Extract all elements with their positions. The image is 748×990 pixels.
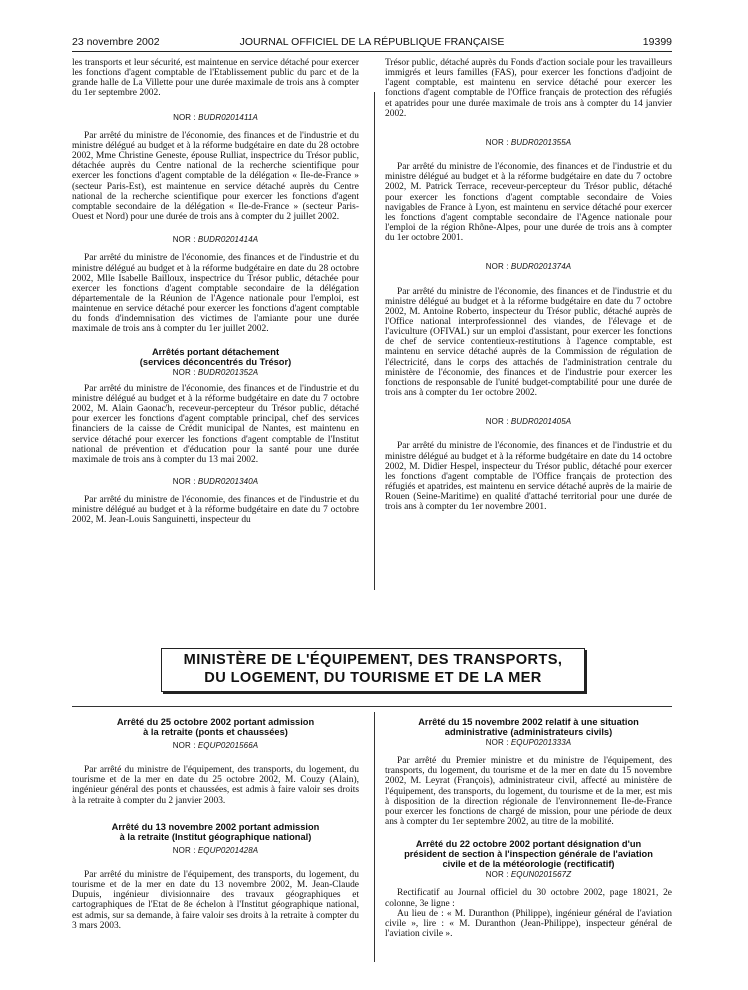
header-page-number: 19399 — [642, 36, 672, 48]
decree-subtitle: administrative (administrateurs civils) — [444, 727, 613, 737]
paragraph: Par arrêté du Premier ministre et du ministre de l'équipement, des transports, du logement, du tourisme et de la mer en date du 15 novembre 2002, M. Leyrat (François), administrateur civil, affecté au ministère de l'équipement, des transports, du logement, du tourisme et de la mer, est mis à disposition de la direction régionale de l'environnement Ile-de-France pour exercer les fonctions de chargé de mission, pour une période de deux ans à compter du 1er septembre 2002, au titre de la mobilité. — [385, 756, 672, 828]
decree-title: Arrêté du 13 novembre 2002 portant admission — [111, 821, 320, 832]
nor-code: BUDR0201374A — [510, 262, 572, 272]
paragraph: Trésor public, détaché auprès du Fonds d'action sociale pour les travailleurs immigrés et leurs familles (FAS), pour exercer les fonctions d'adjoint de l'agent comptable, est maintenu en service détaché pour exercer les fonctions d'agent comptable de l'Office français de protection des réfugiés et apatrides pour une durée maximale de trois ans à compter du 14 janvier 2002. — [385, 58, 672, 119]
paragraph: Par arrêté du ministre de l'économie, des finances et de l'industrie et du ministre délégué au budget et à la réforme budgétaire en date du 28 octobre 2002, Mlle Isabelle Bailloux, inspectrice du Trésor public, détachée pour exercer les fonctions d'agent comptable secondaire de la délégation départementale de la Réunion de l'Agence nationale pour l'emploi, est maintenue en service détaché pour exercer les fonctions d'agent comptable du fonds d'indemnisation des victimes de l'amiante pour une durée maximale de trois ans à compter du 1er juillet 2002. — [72, 253, 359, 335]
nor-code: BUDR0201414A — [197, 235, 259, 245]
section-rule — [72, 706, 672, 707]
nor-reference: NOR : BUDR0201405A — [485, 417, 572, 427]
paragraph: Par arrêté du ministre de l'équipement, des transports, du logement, du tourisme et de la mer en date du 25 octobre 2002, M. Couzy (Alain), ingénieur général des ponts et chaussées, est admis à faire valoir ses droits à la retraite à compter du 2 janvier 2003. — [72, 765, 359, 806]
nor-reference: NOR : BUDR0201374A — [485, 262, 572, 272]
paragraph: Par arrêté du ministre de l'économie, des finances et de l'industrie et du ministre délégué au budget et à la réforme budgétaire en date du 7 octobre 2002, M. Antoine Roberto, inspecteur du Trésor public, détaché auprès de l'Office national interprofessionnel des viandes, de l'élevage et de l'aviculture (OFIVAL) sur un emploi d'assistant, pour exercer les fonctions de chef de service contentieux-restitutions à l'agence comptable, est maintenu en service détaché auprès de la Commission de régulation de l'électricité, dans le corps des attachés de l'administration centrale du ministère de l'économie, des finances et de l'industrie pour exercer les fonctions de responsable de l'unité budget-comptabilité pour une durée de trois ans à compter du 1er octobre 2002. — [385, 286, 672, 399]
section-subtitle: (services déconcentrés du Trésor) — [139, 356, 292, 367]
page-header — [72, 36, 672, 52]
paragraph: Par arrêté du ministre de l'économie, des finances et de l'industrie et du ministre délégué au budget et à la réforme budgétaire en date du 7 octobre 2002, M. Alain Gaonac'h, receveur-percepteur du Trésor public, détaché pour exercer les fonctions d'agent comptable principal, chef des services financiers de la caisse de Crédit municipal de Nantes, est maintenu en service détaché pour exercer les fonctions d'agent comptable de l'Institut national de prévention et d'éducation pour la santé pour une durée maximale de trois ans à compter du 13 mai 2002. — [72, 383, 359, 465]
header-journal-title: JOURNAL OFFICIEL DE LA RÉPUBLIQUE FRANÇAISE — [239, 36, 505, 48]
nor-code: EQUP0201428A — [197, 845, 259, 855]
paragraph: Par arrêté du ministre de l'économie, des finances et de l'industrie et du ministre délégué au budget et à la réforme budgétaire en date du 28 octobre 2002, Mme Christine Geneste, épouse Rulliat, inspectrice du Trésor public, détachée auprès du Centre national de la recherche scientifique pour exercer les fonctions d'agent comptable de la délégation « Ile-de-France » (secteur Paris-Est), est maintenue en service détaché auprès du Centre national de la recherche scientifique pour exercer les fonctions d'agent comptable secondaire de la délégation « Ile-de-France » (secteur Paris-Ouest et Nord) pour une durée de trois ans à compter du 2 juillet 2002. — [72, 130, 359, 223]
column-divider — [374, 92, 375, 590]
decree-title: Arrêté du 22 octobre 2002 portant désignation d'un — [415, 839, 642, 850]
header-date: 23 novembre 2002 — [72, 36, 160, 48]
paragraph: Par arrêté du ministre de l'économie, des finances et de l'industrie et du ministre délégué au budget et à la réforme budgétaire en date du 7 octobre 2002, M. Jean-Louis Sanguinetti, inspecteur du — [72, 495, 359, 526]
nor-reference: NOR : EQUP0201566A — [172, 741, 259, 750]
nor-code: BUDR0201411A — [198, 112, 258, 122]
decree-title: président de section à l'inspection générale de l'aviation — [404, 849, 653, 860]
bottom-left-column — [72, 717, 359, 931]
nor-code: EQUN0201567Z — [510, 870, 572, 880]
paragraph: Rectificatif au Journal officiel du 30 octobre 2002, page 18021, 2e colonne, 3e ligne : — [385, 888, 672, 909]
decree-subtitle: civile et de la météorologie (rectificatif) — [442, 859, 615, 870]
top-right-column — [385, 58, 672, 512]
decree-subtitle: à la retraite (ponts et chaussées) — [143, 727, 288, 737]
nor-code: EQUP0201333A — [510, 738, 572, 747]
decree-title: Arrêté du 15 novembre 2002 relatif à une situation — [418, 717, 639, 727]
column-divider — [374, 712, 375, 962]
paragraph: Par arrêté du ministre de l'économie, des finances et de l'industrie et du ministre délégué au budget et à la réforme budgétaire en date du 7 octobre 2002, M. Patrick Terrace, receveur-percepteur du Trésor public, détaché pour exercer les fonctions d'agent comptable secondaire de Voies navigables de France à Lyon, est maintenu en service détaché pour exercer les fonctions d'agent comptable secondaire de l'Agence nationale pour l'emploi de la région Rhône-Alpes, pour une durée de trois ans à compter du 1er octobre 2001. — [385, 162, 672, 244]
nor-reference: NOR : BUDR0201411A — [173, 112, 258, 122]
ministry-banner-line-1: MINISTÈRE DE L'ÉQUIPEMENT, DES TRANSPORTS, — [183, 652, 563, 668]
nor-code: BUDR0201340A — [197, 477, 259, 486]
nor-reference: NOR : BUDR0201414A — [172, 235, 259, 245]
nor-reference: NOR : EQUP0201428A — [172, 845, 259, 855]
header-rule — [72, 51, 672, 52]
paragraph: les transports et leur sécurité, est maintenue en service détaché pour exercer les fonctions d'agent comptable de l'Etablissement public du parc et de la grande halle de La Villette pour une durée maximale de trois ans à compter du 1er septembre 2002. — [72, 58, 359, 99]
nor-reference: NOR : EQUP0201333A — [485, 738, 572, 747]
paragraph: Par arrêté du ministre de l'équipement, des transports, du logement, du tourisme et de la mer en date du 13 novembre 2002, M. Jean-Claude Dupuis, ingénieur divisionnaire des travaux géographiques et cartographiques de l'Etat de 8e échelon à l'Institut géographique national, est admis, sur sa demande, à faire valoir ses droits à la retraite à compter du 3 mars 2003. — [72, 869, 359, 931]
ministry-banner — [161, 648, 585, 692]
paragraph: Au lieu de : « M. Duranthon (Philippe), ingénieur général de l'aviation civile », lire : « M. Duranthon (Jean-Philippe), inspecteur général de l'aviation civile ». — [385, 908, 672, 940]
decree-subtitle: à la retraite (Institut géographique national) — [119, 831, 312, 842]
nor-reference: NOR : BUDR0201352A — [172, 367, 259, 377]
paragraph: Par arrêté du ministre de l'économie, des finances et de l'industrie et du ministre délégué au budget et à la réforme budgétaire en date du 14 octobre 2002, M. Didier Hespel, inspecteur du Trésor public, détaché pour exercer les fonctions d'agent comptable de l'Office français de protection des réfugiés et apatrides, est maintenu en service détaché auprès de la mairie de Rouen (Seine-Maritime) en qualité d'attaché territorial pour une durée de trois ans à compter du 1er novembre 2001. — [385, 441, 672, 513]
nor-reference: NOR : EQUN0201567Z — [485, 870, 572, 880]
nor-reference: NOR : BUDR0201355A — [485, 137, 572, 147]
top-left-column — [72, 58, 359, 526]
decree-title: Arrêté du 25 octobre 2002 portant admission — [116, 717, 315, 727]
nor-code: BUDR0201352A — [197, 367, 259, 377]
nor-code: BUDR0201405A — [510, 417, 572, 427]
ministry-banner-line-2: DU LOGEMENT, DU TOURISME ET DE LA MER — [204, 670, 542, 686]
bottom-right-column — [385, 717, 672, 939]
nor-reference: NOR : BUDR0201340A — [172, 477, 259, 486]
nor-code: BUDR0201355A — [510, 137, 572, 147]
section-title: Arrêtés portant détachement — [151, 346, 280, 357]
nor-code: EQUP0201566A — [197, 741, 259, 750]
